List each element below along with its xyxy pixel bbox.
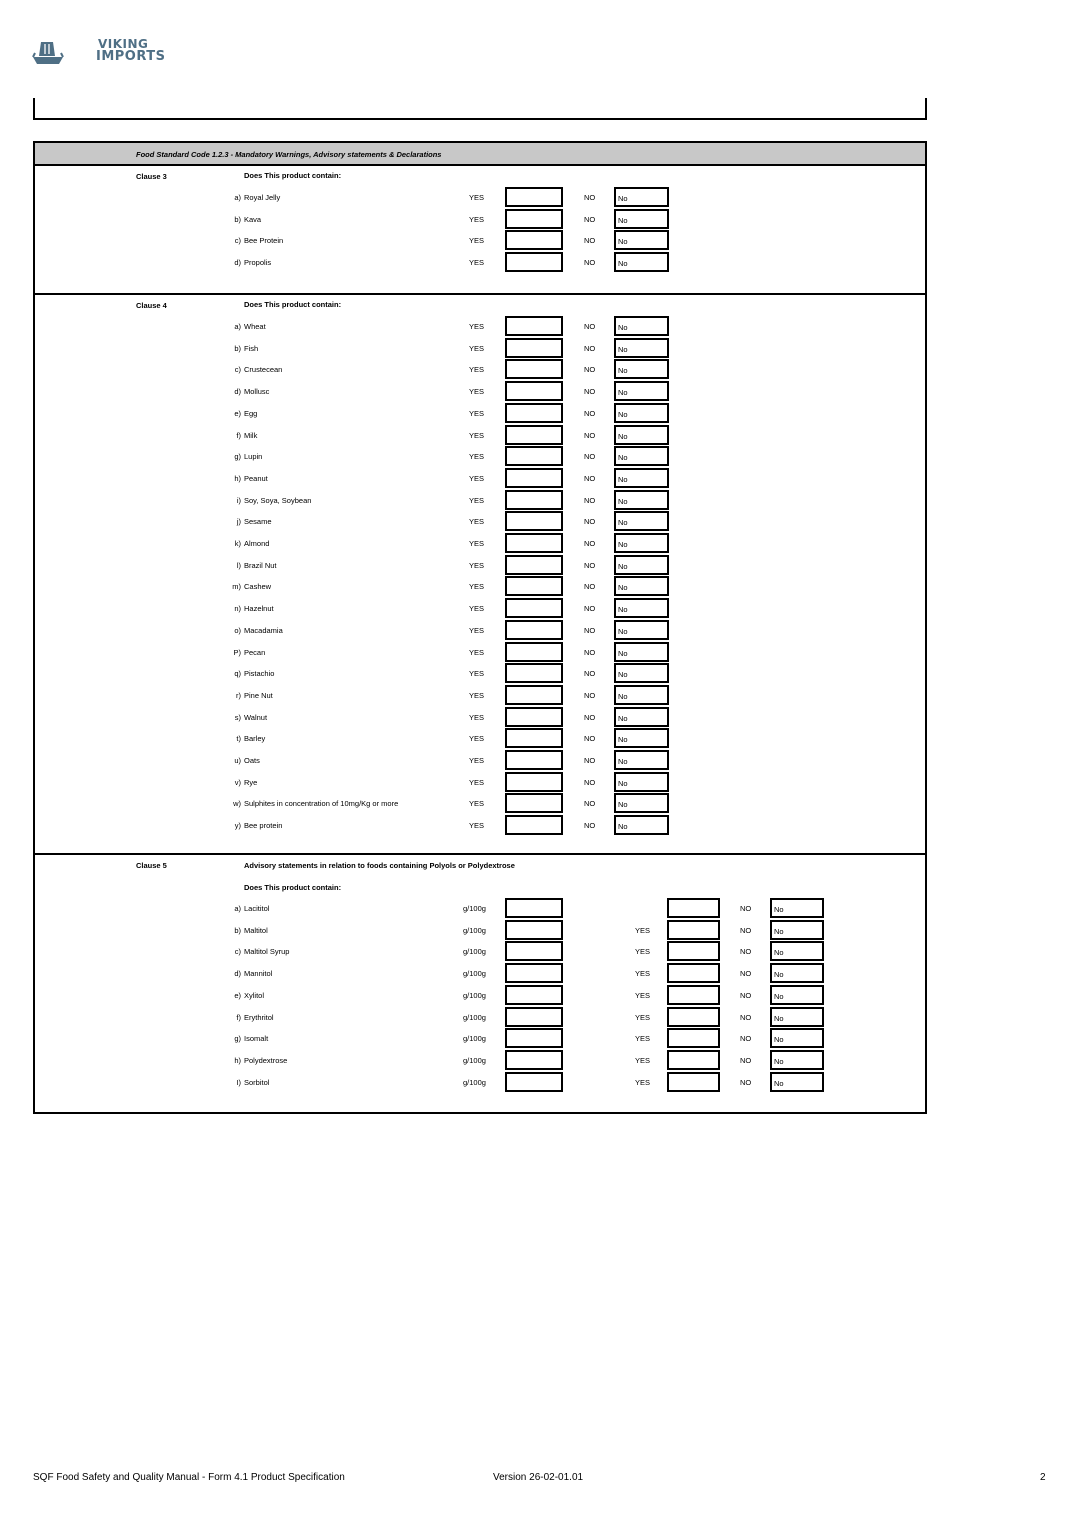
item-name: Maltitol [244, 925, 268, 935]
yes-label: YES [469, 799, 485, 809]
yes-answer-cell[interactable] [505, 555, 563, 575]
footer-page-number: 2 [1040, 1472, 1046, 1483]
answer-value: No [618, 648, 628, 658]
answer-value: No [618, 323, 628, 332]
no-answer-cell[interactable] [614, 511, 669, 531]
quantity-cell[interactable] [505, 985, 563, 1005]
item-name: Wheat [244, 322, 266, 331]
no-label: NO [740, 969, 752, 979]
item-name: Propolis [244, 258, 272, 268]
yes-label: YES [469, 214, 485, 224]
unit-label: g/100g [463, 1077, 486, 1087]
clause-3-label: Clause 3 [136, 172, 167, 181]
viking-ship-icon [32, 39, 64, 67]
no-label: NO [584, 756, 596, 765]
yes-label: YES [635, 990, 651, 1000]
item-name: Hazelnut [244, 604, 274, 614]
section-header-title: Food Standard Code 1.2.3 - Mandatory Warnings, Advisory statements & Declarations [136, 150, 442, 159]
item-name: Almond [244, 539, 270, 548]
yes-answer-cell[interactable] [505, 446, 563, 466]
clause-4-label: Clause 4 [136, 301, 167, 310]
no-label: NO [584, 517, 596, 527]
item-name: Pine Nut [244, 690, 273, 700]
item-letter: e) [234, 990, 241, 1000]
answer-value: No [618, 778, 628, 788]
answer-value: No [618, 757, 628, 766]
no-answer-cell[interactable] [614, 252, 669, 272]
answer-value: No [618, 561, 628, 571]
yes-answer-cell[interactable] [505, 620, 563, 640]
yes-answer-cell[interactable] [505, 663, 563, 683]
unit-label: g/100g [463, 904, 486, 913]
yes-label: YES [469, 430, 485, 440]
item-name: Bee Protein [244, 236, 284, 246]
viking-imports-logo [32, 37, 166, 68]
item-name: Bee protein [244, 821, 283, 831]
answer-value: No [618, 518, 628, 528]
no-label: NO [584, 712, 596, 722]
item-letter: t) [236, 734, 241, 744]
no-label: NO [584, 236, 596, 246]
no-answer-cell[interactable] [614, 772, 669, 792]
yes-answer-cell[interactable] [505, 642, 563, 662]
item-name: Kava [244, 214, 262, 224]
quantity-cell[interactable] [505, 941, 563, 961]
no-label: NO [584, 258, 596, 268]
yes-answer-cell[interactable] [667, 898, 720, 918]
item-name: Lupin [244, 452, 263, 462]
yes-answer-cell[interactable] [505, 685, 563, 705]
no-label: NO [584, 690, 596, 700]
yes-answer-cell[interactable] [505, 209, 563, 229]
yes-answer-cell[interactable] [505, 815, 563, 835]
item-letter: s) [234, 712, 241, 722]
yes-answer-cell[interactable] [667, 1050, 720, 1070]
item-name: Lacititol [244, 904, 270, 913]
answer-value: No [618, 496, 628, 506]
unit-label: g/100g [463, 1012, 486, 1022]
item-name: Xylitol [244, 990, 265, 1000]
yes-label: YES [469, 387, 485, 397]
item-name: Rye [244, 777, 258, 787]
no-label: NO [584, 387, 596, 397]
no-label: NO [740, 947, 752, 957]
item-letter: n) [234, 604, 241, 614]
item-name: Oats [244, 756, 260, 765]
item-name: Pecan [244, 647, 266, 657]
quantity-cell[interactable] [505, 963, 563, 983]
yes-label: YES [469, 408, 485, 418]
logo-line1: VIKING [98, 37, 149, 51]
yes-answer-cell[interactable] [667, 1007, 720, 1027]
answer-value: No [618, 605, 628, 615]
answer-value: No [774, 1078, 784, 1088]
no-label: NO [584, 625, 596, 635]
no-label: NO [584, 430, 596, 440]
item-name: Royal Jelly [244, 193, 281, 202]
no-label: NO [740, 925, 752, 935]
answer-value: No [618, 735, 628, 745]
item-letter: b) [234, 925, 241, 935]
no-label: NO [584, 473, 596, 483]
answer-value: No [618, 259, 628, 269]
answer-value: No [618, 366, 628, 376]
yes-answer-cell[interactable] [505, 316, 563, 336]
quantity-cell[interactable] [505, 1007, 563, 1027]
item-name: Erythritol [244, 1012, 274, 1022]
item-letter: h) [234, 473, 241, 483]
clause-5-title: Advisory statements in relation to foods containing Polyols or Polydextrose [244, 861, 515, 870]
no-answer-cell[interactable] [770, 941, 824, 961]
item-letter: d) [234, 387, 241, 397]
item-letter: c) [234, 365, 241, 375]
item-name: Sorbitol [244, 1077, 270, 1087]
no-label: NO [740, 990, 752, 1000]
yes-answer-cell[interactable] [505, 576, 563, 596]
yes-label: YES [469, 539, 485, 548]
yes-label: YES [635, 1034, 651, 1044]
yes-answer-cell[interactable] [505, 359, 563, 379]
mandatory-warnings-table [33, 141, 927, 1114]
no-answer-cell[interactable] [614, 425, 669, 445]
unit-label: g/100g [463, 925, 486, 935]
answer-value: No [774, 1056, 784, 1066]
no-label: NO [584, 495, 596, 505]
item-name: Sulphites in concentration of 10mg/Kg or more [244, 799, 399, 809]
no-answer-cell[interactable] [614, 620, 669, 640]
answer-value: No [618, 691, 628, 701]
answer-value: No [618, 713, 628, 723]
item-letter: h) [234, 1055, 241, 1065]
item-letter: I) [236, 1077, 241, 1087]
yes-answer-cell[interactable] [667, 920, 720, 940]
yes-label: YES [469, 690, 485, 700]
no-answer-cell[interactable] [614, 338, 669, 358]
item-name: Walnut [244, 712, 268, 722]
item-letter: d) [234, 258, 241, 268]
answer-value: No [774, 905, 784, 914]
no-label: NO [584, 669, 596, 679]
quantity-cell[interactable] [505, 1050, 563, 1070]
yes-label: YES [469, 322, 485, 331]
yes-label: YES [469, 821, 485, 831]
no-answer-cell[interactable] [614, 187, 669, 207]
item-letter: u) [234, 756, 241, 765]
no-answer-cell[interactable] [614, 468, 669, 488]
item-name: Peanut [244, 473, 268, 483]
yes-label: YES [635, 969, 651, 979]
answer-value: No [618, 237, 628, 247]
no-label: NO [584, 647, 596, 657]
item-name: Mollusc [244, 387, 270, 397]
no-answer-cell[interactable] [614, 728, 669, 748]
yes-label: YES [635, 925, 651, 935]
item-letter: l) [236, 560, 241, 570]
yes-label: YES [469, 365, 485, 375]
quantity-cell[interactable] [505, 920, 563, 940]
unit-label: g/100g [463, 969, 486, 979]
no-label: NO [584, 821, 596, 831]
yes-answer-cell[interactable] [505, 338, 563, 358]
item-letter: g) [234, 1034, 241, 1044]
no-label: NO [584, 777, 596, 787]
section-header-band [35, 143, 925, 166]
answer-value: No [618, 388, 628, 398]
no-label: NO [584, 343, 596, 353]
no-answer-cell[interactable] [614, 685, 669, 705]
clause-5-prompt: Does This product contain: [244, 883, 342, 892]
no-answer-cell[interactable] [614, 707, 669, 727]
item-letter: i) [236, 495, 241, 505]
no-answer-cell[interactable] [614, 209, 669, 229]
yes-label: YES [469, 473, 485, 483]
item-letter: m) [232, 582, 241, 592]
answer-value: No [618, 215, 628, 225]
no-answer-cell[interactable] [614, 359, 669, 379]
yes-answer-cell[interactable] [505, 468, 563, 488]
no-label: NO [584, 604, 596, 614]
item-letter: b) [234, 343, 241, 353]
yes-label: YES [469, 343, 485, 353]
no-answer-cell[interactable] [614, 576, 669, 596]
yes-answer-cell[interactable] [505, 772, 563, 792]
no-label: NO [584, 365, 596, 375]
yes-label: YES [469, 734, 485, 744]
item-letter: o) [234, 625, 241, 635]
item-name: Brazil Nut [244, 560, 277, 570]
yes-answer-cell[interactable] [505, 381, 563, 401]
no-answer-cell[interactable] [614, 793, 669, 813]
item-name: Barley [244, 734, 266, 744]
no-answer-cell[interactable] [614, 598, 669, 618]
quantity-cell[interactable] [505, 1072, 563, 1092]
yes-answer-cell[interactable] [505, 187, 563, 207]
no-label: NO [584, 214, 596, 224]
answer-value: No [774, 948, 784, 958]
yes-answer-cell[interactable] [505, 230, 563, 250]
unit-label: g/100g [463, 1034, 486, 1044]
answer-value: No [618, 800, 628, 810]
yes-label: YES [469, 560, 485, 570]
no-answer-cell[interactable] [770, 1072, 824, 1092]
yes-label: YES [635, 1077, 651, 1087]
no-answer-cell[interactable] [614, 230, 669, 250]
no-answer-cell[interactable] [614, 381, 669, 401]
no-answer-cell[interactable] [614, 815, 669, 835]
yes-label: YES [469, 604, 485, 614]
item-letter: P) [233, 647, 241, 657]
no-answer-cell[interactable] [614, 316, 669, 336]
answer-value: No [618, 626, 628, 636]
item-name: Sesame [244, 517, 272, 527]
no-label: NO [740, 1012, 752, 1022]
no-label: NO [740, 1034, 752, 1044]
no-label: NO [584, 539, 596, 548]
yes-label: YES [635, 1055, 651, 1065]
yes-label: YES [469, 647, 485, 657]
no-answer-cell[interactable] [770, 1050, 824, 1070]
clause-5-label: Clause 5 [136, 861, 167, 870]
answer-value: No [774, 1035, 784, 1045]
footer-document-title: SQF Food Safety and Quality Manual - Form 4.1 Product Specification [33, 1472, 345, 1483]
yes-label: YES [469, 582, 485, 592]
item-letter: g) [234, 452, 241, 462]
item-letter: f) [236, 430, 241, 440]
item-letter: v) [234, 777, 241, 787]
yes-answer-cell[interactable] [505, 750, 563, 770]
item-name: Maltitol Syrup [244, 947, 290, 957]
clause-divider [35, 293, 925, 295]
no-label: NO [584, 734, 596, 744]
item-name: Cashew [244, 582, 272, 592]
no-answer-cell[interactable] [614, 555, 669, 575]
yes-answer-cell[interactable] [505, 707, 563, 727]
no-label: NO [584, 560, 596, 570]
item-name: Egg [244, 408, 258, 418]
unit-label: g/100g [463, 947, 486, 957]
no-label: NO [740, 904, 752, 913]
no-answer-cell[interactable] [614, 663, 669, 683]
no-label: NO [584, 799, 596, 809]
yes-label: YES [469, 236, 485, 246]
no-answer-cell[interactable] [770, 920, 824, 940]
clause-4-prompt: Does This product contain: [244, 300, 342, 309]
answer-value: No [618, 822, 628, 832]
yes-label: YES [469, 669, 485, 679]
logo-line2: IMPORTS [96, 49, 166, 64]
no-answer-cell[interactable] [614, 750, 669, 770]
answer-value: No [774, 970, 784, 980]
answer-value: No [774, 991, 784, 1001]
yes-label: YES [469, 712, 485, 722]
item-name: Milk [244, 430, 258, 440]
yes-answer-cell[interactable] [667, 985, 720, 1005]
answer-value: No [618, 583, 628, 593]
item-letter: q) [234, 669, 241, 679]
answer-value: No [618, 194, 628, 203]
no-answer-cell[interactable] [770, 985, 824, 1005]
yes-answer-cell[interactable] [505, 793, 563, 813]
previous-section-box-end [33, 98, 927, 120]
yes-label: YES [469, 625, 485, 635]
item-letter: y) [234, 821, 241, 831]
item-letter: b) [234, 214, 241, 224]
item-letter: w) [233, 799, 241, 809]
no-label: NO [584, 408, 596, 418]
item-name: Crustecean [244, 365, 283, 375]
no-answer-cell[interactable] [614, 490, 669, 510]
item-letter: e) [234, 408, 241, 418]
item-name: Soy, Soya, Soybean [244, 495, 312, 505]
yes-label: YES [469, 517, 485, 527]
yes-answer-cell[interactable] [505, 728, 563, 748]
unit-label: g/100g [463, 990, 486, 1000]
answer-value: No [774, 1013, 784, 1023]
no-answer-cell[interactable] [770, 1028, 824, 1048]
yes-answer-cell[interactable] [667, 963, 720, 983]
item-name: Mannitol [244, 969, 273, 979]
yes-answer-cell[interactable] [505, 490, 563, 510]
item-name: Polydextrose [244, 1055, 288, 1065]
yes-label: YES [469, 258, 485, 268]
answer-value: No [618, 431, 628, 441]
no-label: NO [584, 582, 596, 592]
yes-answer-cell[interactable] [505, 533, 563, 553]
no-answer-cell[interactable] [614, 533, 669, 553]
quantity-cell[interactable] [505, 1028, 563, 1048]
no-answer-cell[interactable] [614, 642, 669, 662]
item-name: Pistachio [244, 669, 275, 679]
answer-value: No [618, 344, 628, 354]
no-label: NO [584, 193, 596, 202]
no-answer-cell[interactable] [614, 446, 669, 466]
no-answer-cell[interactable] [770, 898, 824, 918]
no-label: NO [584, 452, 596, 462]
answer-value: No [618, 409, 628, 419]
answer-value: No [618, 453, 628, 463]
yes-label: YES [469, 495, 485, 505]
yes-answer-cell[interactable] [505, 252, 563, 272]
item-letter: a) [234, 193, 241, 202]
yes-answer-cell[interactable] [505, 425, 563, 445]
item-name: Fish [244, 343, 259, 353]
yes-answer-cell[interactable] [667, 1028, 720, 1048]
unit-label: g/100g [463, 1055, 486, 1065]
clause-divider [35, 853, 925, 855]
footer-version: Version 26-02-01.01 [493, 1472, 584, 1483]
yes-label: YES [635, 1012, 651, 1022]
yes-label: YES [635, 947, 651, 957]
answer-value: No [618, 670, 628, 680]
quantity-cell[interactable] [505, 898, 563, 918]
clause-3-prompt: Does This product contain: [244, 171, 342, 180]
no-answer-cell[interactable] [770, 1007, 824, 1027]
item-name: Isomalt [244, 1034, 269, 1044]
item-name: Macadamia [244, 625, 283, 635]
answer-value: No [618, 474, 628, 484]
item-letter: d) [234, 969, 241, 979]
yes-label: YES [469, 452, 485, 462]
no-label: NO [584, 322, 596, 331]
no-label: NO [740, 1077, 752, 1087]
yes-label: YES [469, 193, 485, 202]
item-letter: f) [236, 1012, 241, 1022]
no-answer-cell[interactable] [614, 403, 669, 423]
yes-label: YES [469, 777, 485, 787]
item-letter: j) [236, 517, 241, 527]
no-answer-cell[interactable] [770, 963, 824, 983]
item-letter: k) [234, 539, 241, 548]
item-letter: a) [234, 904, 241, 913]
item-letter: c) [234, 236, 241, 246]
no-label: NO [740, 1055, 752, 1065]
item-letter: a) [234, 322, 241, 331]
item-letter: c) [234, 947, 241, 957]
item-letter: r) [236, 690, 241, 700]
answer-value: No [774, 926, 784, 936]
answer-value: No [618, 540, 628, 549]
yes-answer-cell[interactable] [667, 941, 720, 961]
yes-label: YES [469, 756, 485, 765]
yes-answer-cell[interactable] [505, 403, 563, 423]
yes-answer-cell[interactable] [667, 1072, 720, 1092]
yes-answer-cell[interactable] [505, 598, 563, 618]
yes-answer-cell[interactable] [505, 511, 563, 531]
